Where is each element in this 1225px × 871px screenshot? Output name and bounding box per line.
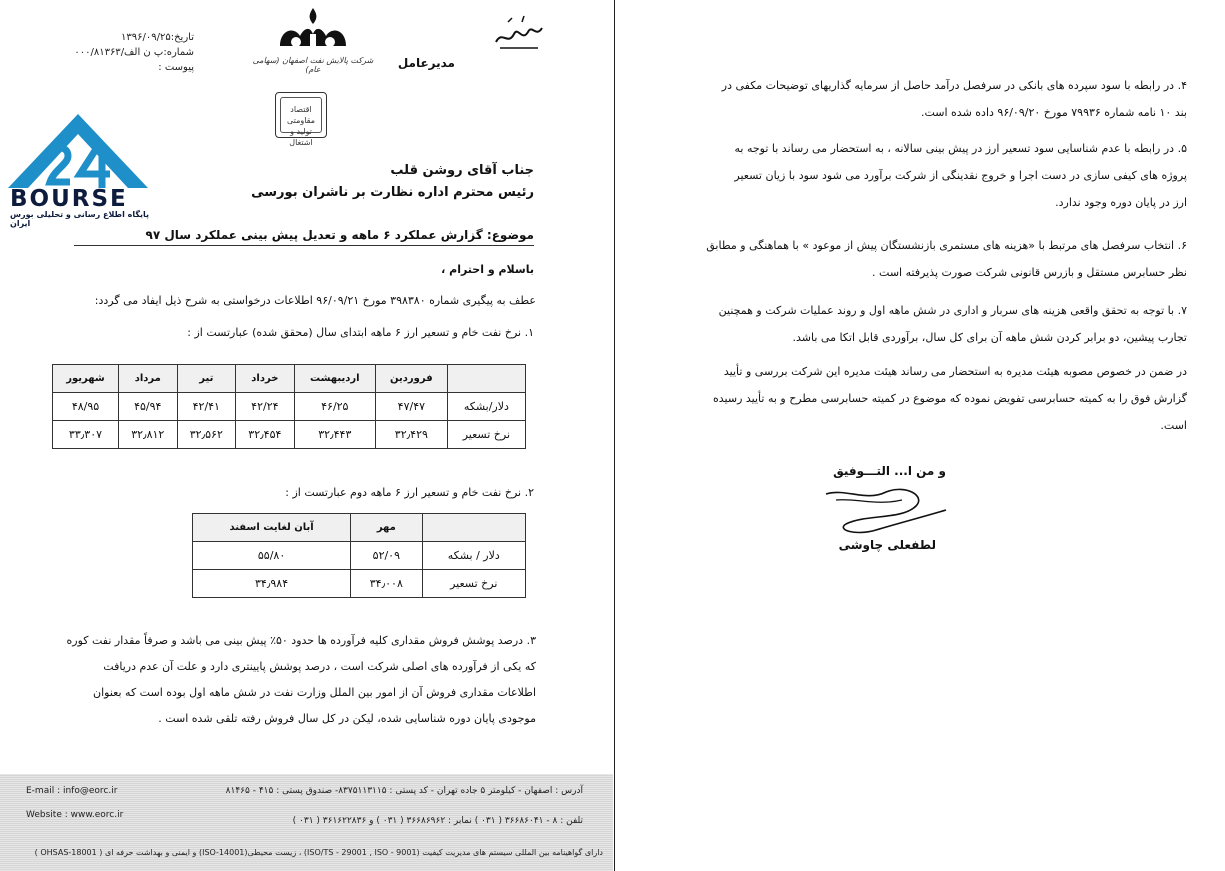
item-5-paragraph bbox=[657, 135, 1187, 216]
item-3-line: اطلاعات مقداری فروش آن از امور بین الملل وزارت نفت در شش ماهه اول بوده است که بعنوان bbox=[93, 686, 536, 699]
table-header-cell: خرداد bbox=[236, 365, 295, 393]
table-header-cell: فروردین bbox=[375, 365, 447, 393]
greeting: باسلام و احترام ، bbox=[441, 263, 534, 276]
bourse-wordmark: BOURSE bbox=[10, 186, 128, 212]
closing-line: گزارش فوق را به کمیته حسابرسی تفویض نموده که موضوع در کمیته حسابرسی مطرح و به تأیید رسیده bbox=[713, 392, 1187, 405]
table-cell: ۳۲٫۴۲۹ bbox=[375, 421, 447, 449]
table-cell: ۳۴٫۰۰۸ bbox=[351, 570, 422, 598]
resistance-economy-stamp: اقتصاد مقاومتی تولید و اشتغال bbox=[275, 92, 327, 138]
table-cell: ۴۲/۲۴ bbox=[236, 393, 295, 421]
addressee-name: جناب آقای روشن قلب bbox=[390, 163, 534, 178]
number-line: شماره:پ ن الف/۰۰۰/۸۱۳۶۳ bbox=[74, 47, 194, 58]
item-3-paragraph bbox=[26, 628, 536, 732]
table-cell: ۳۲٫۵۶۲ bbox=[177, 421, 236, 449]
table-header-row bbox=[193, 514, 526, 542]
item-6-line: ۶. انتخاب سرفصل های مرتبط با «هزینه های مستمری بازنشستگان پیش از موعود » با هماهنگی و مطابق bbox=[706, 239, 1187, 252]
table-cell: ۴۷/۴۷ bbox=[375, 393, 447, 421]
table-cell: ۵۲/۰۹ bbox=[351, 542, 422, 570]
footer-website: Website : www.eorc.ir bbox=[26, 810, 124, 820]
table-cell: ۴۲/۴۱ bbox=[177, 393, 236, 421]
footer-certifications: دارای گواهینامه بین المللی سیستم های مدیریت کیفیت (ISO/TS - 29001 , ISO - 9001) ، زیست محیطی(ISO-14001) و ایمنی و بهداشت حرفه ای ( OHSAS-18001 ) bbox=[34, 848, 603, 857]
item-7-line: تجارب پیشین، دو برابر کردن شش ماهه آن برای کل سال، برآوردی قابل اتکا می باشد. bbox=[792, 331, 1187, 344]
item-5-line: پروژه های کیفی سازی در دست اجرا و خروج نقدینگی از شرکت برآورد می شود سود با زیان تسعیر bbox=[734, 169, 1187, 182]
table-row bbox=[53, 421, 526, 449]
handwritten-signature bbox=[806, 480, 956, 540]
footer-phone: تلفن : ۸ - ۳۶۶۸۶۰۴۱ ( ۰۳۱ ) نمابر : ۳۶۶۸۶۹۶۲ ( ۰۳۱ ) و ۳۶۱۶۲۲۸۳۶ ( ۰۳۱ ) bbox=[292, 816, 583, 826]
company-name: شرکت پالایش نفت اصفهان (سهامی عام) bbox=[252, 56, 374, 74]
item-2-text: ۲. نرخ نفت خام و تسعیر ارز ۶ ماهه دوم عبارتست از : bbox=[285, 486, 534, 499]
company-logo bbox=[252, 4, 374, 74]
signature-icon bbox=[806, 480, 956, 540]
refinery-emblem-icon bbox=[268, 4, 358, 54]
item-3-line: ۳. درصد پوشش فروش مقداری کلیه فرآورده ها حدود ۵۰٪ پیش بینی می باشد و صرفاً مقدار نفت کوره bbox=[66, 634, 536, 647]
table-cell: ۳۳٫۳۰۷ bbox=[53, 421, 119, 449]
basmala-calligraphy bbox=[488, 12, 548, 52]
table-cell: ۳۲٫۴۴۳ bbox=[294, 421, 375, 449]
item-5-line: ارز در پایان دوره وجود ندارد. bbox=[1055, 196, 1187, 209]
item-4-line: بند ۱۰ نامه شماره ۷۹۹۳۶ مورخ ۹۶/۰۹/۲۰ داده شده است. bbox=[920, 106, 1187, 119]
table-header-cell: تیر bbox=[177, 365, 236, 393]
subject-text: گزارش عملکرد ۶ ماهه و تعدیل پیش بینی عملکرد سال ۹۷ bbox=[145, 228, 483, 242]
crude-oil-rates-table-h2 bbox=[192, 513, 526, 598]
table-header-cell: آبان لغایت اسفند bbox=[193, 514, 351, 542]
bourse24-triangle-icon bbox=[6, 112, 171, 190]
table-cell: ۳۲٫۴۵۴ bbox=[236, 421, 295, 449]
table-header-row bbox=[53, 365, 526, 393]
signer-name: لطفعلی چاوشی bbox=[838, 538, 936, 552]
item-6-line: نظر حسابرس مستقل و بازرس قانونی شرکت صورت پذیرفته است . bbox=[872, 266, 1187, 279]
item-4-paragraph bbox=[657, 72, 1187, 126]
addressee-block bbox=[174, 160, 534, 204]
item-7-paragraph bbox=[657, 297, 1187, 351]
date-line: تاریخ:۱۳۹۶/۰۹/۲۵ bbox=[121, 32, 194, 43]
table-cell: ۴۵/۹۴ bbox=[118, 393, 177, 421]
bourse-subtitle: پایگاه اطلاع رسانی و تحلیلی بورس ایران bbox=[10, 210, 150, 228]
table-cell: ۴۶/۲۵ bbox=[294, 393, 375, 421]
letter-meta bbox=[14, 30, 194, 75]
table-cell: ۴۸/۹۵ bbox=[53, 393, 119, 421]
table-header-cell bbox=[447, 365, 525, 393]
letter-footer bbox=[0, 774, 613, 871]
addressee-role: رئیس محترم اداره نظارت بر ناشران بورسی bbox=[251, 185, 534, 200]
item-3-line: موجودی پایان دوره شناسایی شده، لیکن در کل سال فروش رفته تلقی شده است . bbox=[158, 712, 536, 725]
closing-paragraph bbox=[657, 358, 1187, 439]
footer-address: آدرس : اصفهان - کیلومتر ۵ جاده تهران - کد پستی : ۸۳۷۵۱۱۳۱۱۵- صندوق پستی : ۴۱۵ - ۸۱۴۶۵ bbox=[225, 786, 583, 796]
table-header-cell: مهر bbox=[351, 514, 422, 542]
table-row bbox=[193, 570, 526, 598]
table-header-cell bbox=[422, 514, 525, 542]
table-cell: دلار / بشکه bbox=[422, 542, 525, 570]
table-row bbox=[193, 542, 526, 570]
table-cell: ۳۴٫۹۸۴ bbox=[193, 570, 351, 598]
item-7-line: ۷. با توجه به تحقق واقعی هزینه های سربار و اداری در شش ماهه اول و روند عملیات شرکت و همچنین bbox=[718, 304, 1187, 317]
item-4-line: ۴. در رابطه با سود سپرده های بانکی در سرفصل درآمد حاصل از سرمایه گذاریهای توضیحات مکفی در bbox=[721, 79, 1187, 92]
table-cell: ۵۵/۸۰ bbox=[193, 542, 351, 570]
item-3-line: که یکی از فرآورده های اصلی شرکت است ، درصد پوشش پایینتری دارد و علت آن عدم دریافت bbox=[103, 660, 536, 673]
table-header-cell: اردیبهشت bbox=[294, 365, 375, 393]
footer-email: E-mail : info@eorc.ir bbox=[26, 786, 118, 796]
item-1-text: ۱. نرخ نفت خام و تسعیر ارز ۶ ماهه ابتدای سال (محقق شده) عبارتست از : bbox=[187, 326, 534, 339]
table-row bbox=[53, 393, 526, 421]
subject-label: موضوع: bbox=[486, 228, 534, 242]
table-cell: دلار/بشکه bbox=[447, 393, 525, 421]
letter-page-2 bbox=[616, 0, 1225, 871]
table-cell: ۳۲٫۸۱۲ bbox=[118, 421, 177, 449]
table-header-cell: شهریور bbox=[53, 365, 119, 393]
subject-line bbox=[74, 228, 534, 246]
closing-phrase: و من ا... التـــوفیق bbox=[833, 464, 946, 478]
table-cell: نرخ تسعیر bbox=[422, 570, 525, 598]
table-cell: نرخ تسعیر bbox=[447, 421, 525, 449]
basmala-icon bbox=[488, 12, 548, 52]
table-header-cell: مرداد bbox=[118, 365, 177, 393]
manager-title: مدیرعامل bbox=[397, 56, 455, 70]
item-6-paragraph bbox=[657, 232, 1187, 286]
closing-line: است. bbox=[1160, 419, 1187, 432]
bourse24-logo bbox=[6, 112, 171, 228]
closing-line: در ضمن در خصوص مصوبه هیئت مدیره به استحضار می رساند هیئت مدیره این شرکت بررسی و تأیید bbox=[723, 365, 1187, 378]
crude-oil-rates-table-h1 bbox=[52, 364, 526, 449]
attachment-line: پیوست : bbox=[158, 62, 194, 73]
item-5-line: ۵. در رابطه با عدم شناسایی سود تسعیر ارز در پیش بینی سالانه ، به استحضار می رساند با توجه به bbox=[734, 142, 1187, 155]
intro-paragraph: عطف به پیگیری شماره ۳۹۸۳۸۰ مورخ ۹۶/۰۹/۲۱ اطلاعات درخواستی به شرح ذیل ایفاد می گردد: bbox=[94, 294, 536, 307]
